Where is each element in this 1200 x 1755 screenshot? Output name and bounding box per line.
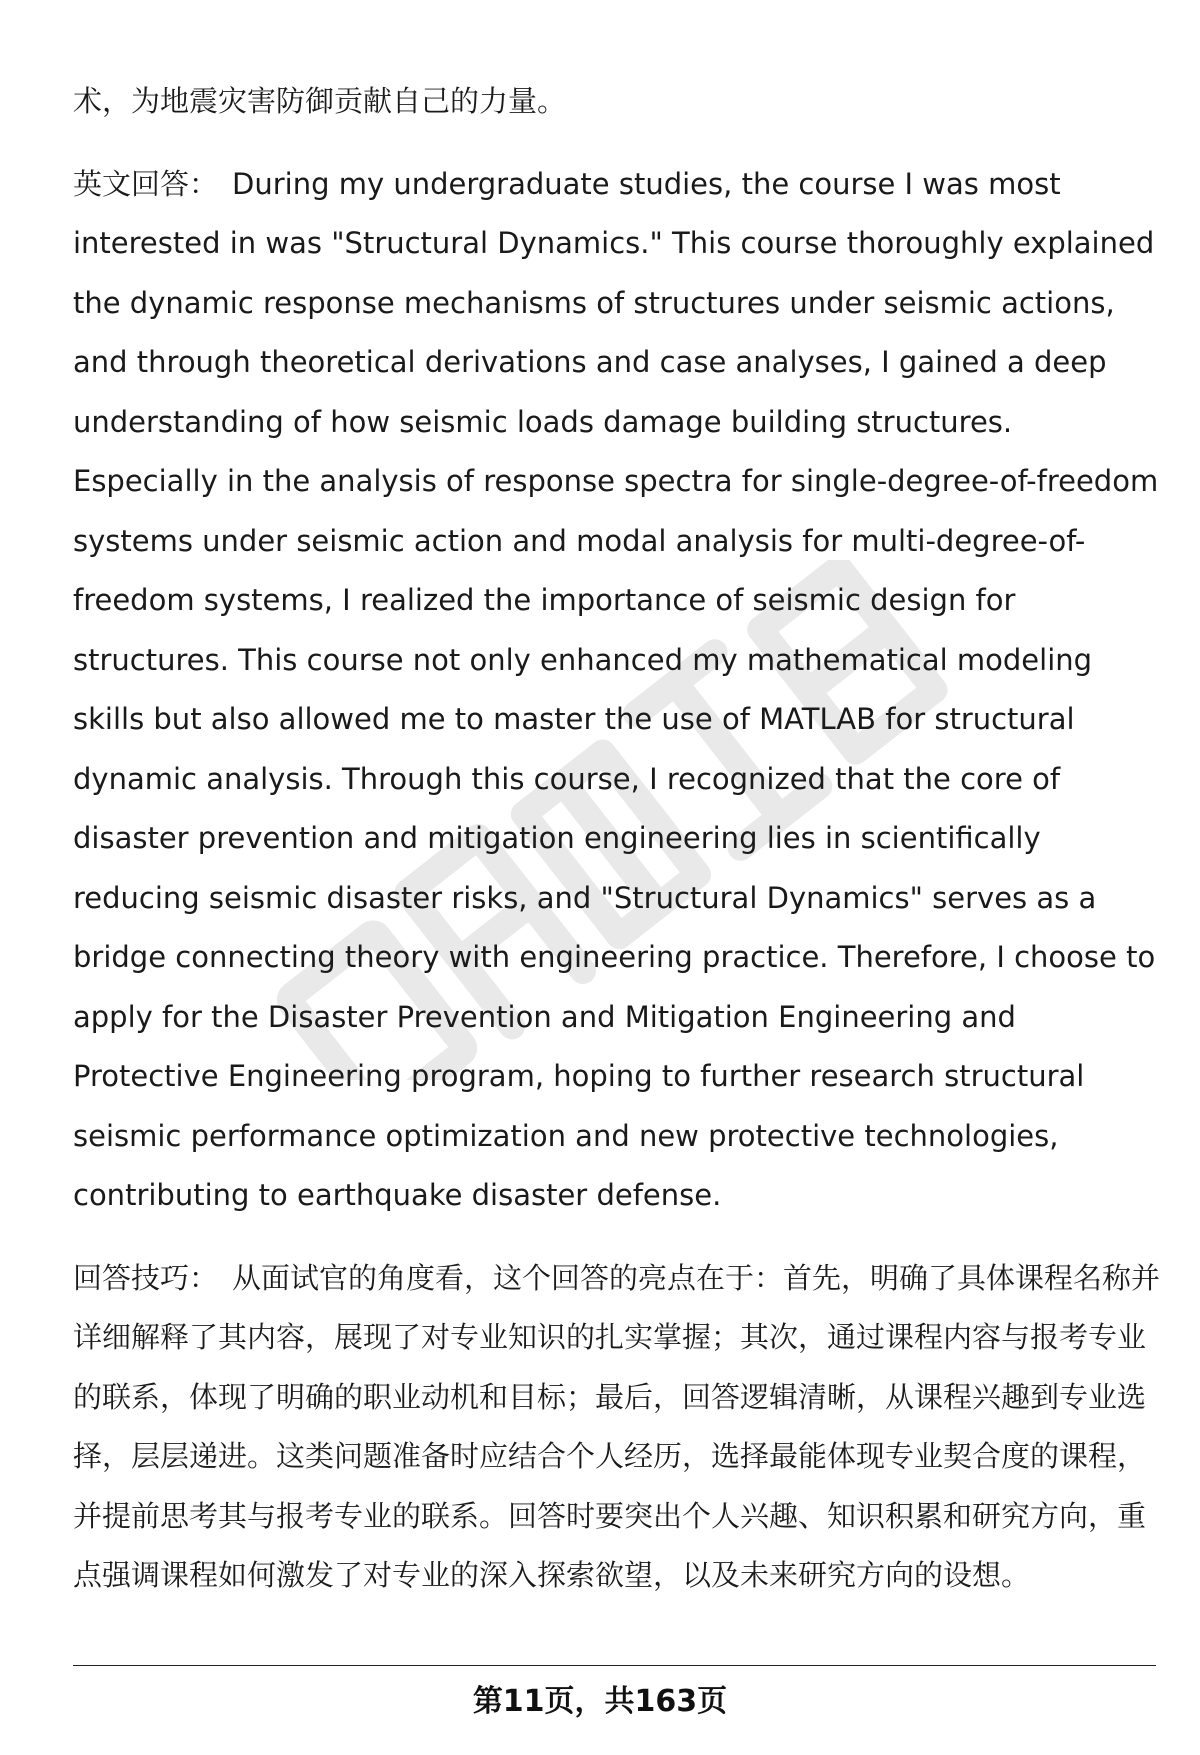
english-answer-label: 英文回答： (73, 166, 219, 201)
document-body (73, 72, 1163, 1606)
answer-tips-paragraph (73, 1249, 1163, 1606)
english-answer-paragraph (73, 155, 1163, 1226)
answer-tips-label: 回答技巧： (73, 1260, 219, 1295)
answer-tips-text: 从面试官的角度看，这个回答的亮点在于：首先，明确了具体课程名称并详细解释了其内容，展现了对专业知识的扎实掌握；其次，通过课程内容与报考专业的联系，体现了明确的职业动机和目标；最后，回答逻辑清晰，从课程兴趣到专业选择，层层递进。这类问题准备时应结合个人经历，选择最能体现专业契合度的课程，并提前思考其与报考专业的联系。回答时要突出个人兴趣、知识积累和研究方向，重点强调课程如何激发了对专业的深入探索欲望，以及未来研究方向的设想。 (73, 1260, 1161, 1592)
footer-divider (73, 1665, 1156, 1666)
intro-tail-paragraph: 术，为地震灾害防御贡献自己的力量。 (73, 84, 567, 118)
page-number: 第11页，共163页 (472, 1684, 728, 1719)
english-answer-text: During my undergraduate studies, the course I was most interested in was "Structural Dynamics." This course thoroughly explained the dynamic response mechanisms of structures under seismic actions, and through theoretical derivations and case analyses, I gained a deep understanding of how seismic loads damage building structures. Especially in the analysis of response spectra for single-degree-of-freedom systems under seismic action and modal analysis for multi-degree-of-freedom systems, I realized the importance of seismic design for structures. This course not only enhanced my mathematical modeling skills but also allowed me to master the use of MATLAB for structural dynamic analysis. Through this course, I recognized that the core of disaster prevention and mitigation engineering lies in scientifically reducing seismic disaster risks, and "Structural Dynamics" serves as a bridge connecting theory with engineering practice. Therefore, I choose to apply for the Disaster Prevention and Mitigation Engineering and Protective Engineering program, hoping to further research structural seismic performance optimization and new protective technologies, contributing to earthquake disaster defense. (73, 166, 1159, 1212)
